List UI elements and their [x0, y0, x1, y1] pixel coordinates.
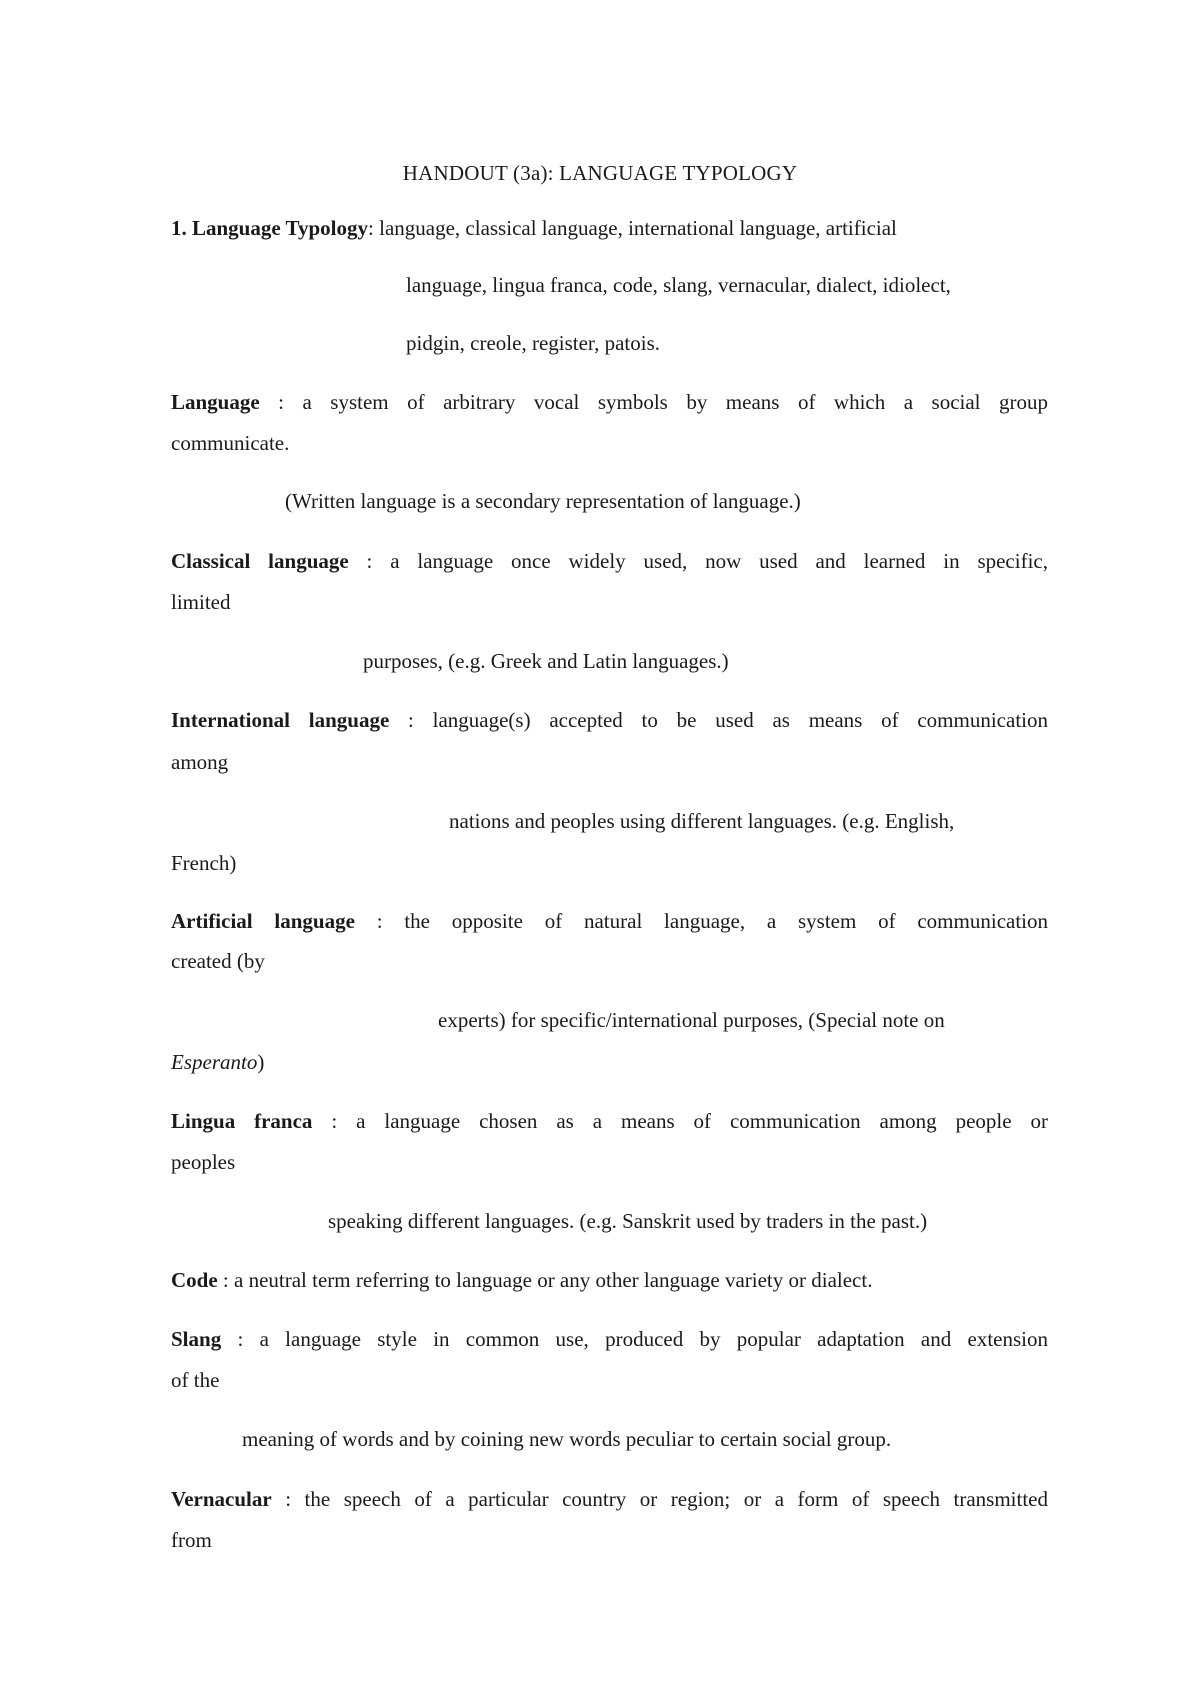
classical-definition-example: purposes, (e.g. Greek and Latin languages.) — [363, 649, 729, 673]
slang-term: Slang — [171, 1327, 222, 1351]
page-title: HANDOUT (3a): LANGUAGE TYPOLOGY — [402, 161, 798, 185]
international-definition-example-cont: French) — [171, 851, 237, 875]
artificial-term: Artificial language — [171, 909, 355, 933]
slang-definition: Slang : a language style in common use, produced by popular adaptation and extension — [171, 1327, 1048, 1351]
classical-definition: Classical language : a language once widely used, now used and learned in specific, — [171, 549, 1048, 573]
international-definition-cont: among — [171, 750, 229, 774]
classical-term: Classical language — [171, 549, 349, 573]
lingua-franca-term: Lingua franca — [171, 1109, 313, 1133]
language-definition: Language : a system of arbitrary vocal symbols by means of which a social group — [171, 390, 1048, 414]
language-note: (Written language is a secondary representation of language.) — [285, 489, 801, 513]
typology-line-1 — [171, 215, 897, 241]
vernacular-definition-cont: from — [171, 1528, 212, 1552]
international-definition: International language : language(s) accepted to be used as means of communication — [171, 708, 1048, 732]
classical-definition-cont: limited — [171, 590, 231, 614]
international-definition-example: nations and peoples using different languages. (e.g. English, — [449, 809, 955, 833]
lingua-franca-definition: Lingua franca : a language chosen as a means of communication among people or — [171, 1109, 1048, 1133]
vernacular-definition: Vernacular : the speech of a particular country or region; or a form of speech transmitted — [171, 1487, 1048, 1511]
lingua-franca-definition-cont: peoples — [171, 1150, 236, 1174]
language-definition-cont: communicate. — [171, 431, 290, 455]
artificial-definition-cont: created (by — [171, 949, 265, 973]
artificial-definition-note: experts) for specific/international purposes, (Special note on — [438, 1008, 945, 1032]
esperanto-term: Esperanto — [171, 1050, 258, 1074]
language-term: Language — [171, 390, 260, 414]
lingua-franca-definition-example: speaking different languages. (e.g. Sanskrit used by traders in the past.) — [328, 1209, 928, 1233]
slang-definition-cont-2: meaning of words and by coining new words peculiar to certain social group. — [242, 1427, 892, 1451]
typology-text-1: : language, classical language, international language, artificial — [368, 216, 897, 240]
artificial-definition-note-cont: Esperanto) — [171, 1050, 265, 1074]
typology-line-3: pidgin, creole, register, patois. — [406, 331, 660, 355]
vernacular-term: Vernacular — [171, 1487, 272, 1511]
artificial-definition: Artificial language : the opposite of natural language, a system of communication — [171, 909, 1049, 933]
slang-definition-cont: of the — [171, 1368, 220, 1392]
international-term: International language — [171, 708, 390, 732]
typology-line-2: language, lingua franca, code, slang, vernacular, dialect, idiolect, — [406, 273, 951, 297]
typology-term: 1. Language Typology — [171, 216, 369, 240]
code-definition: Code : a neutral term referring to language or any other language variety or dialect. — [171, 1268, 873, 1292]
code-term: Code — [171, 1268, 218, 1292]
